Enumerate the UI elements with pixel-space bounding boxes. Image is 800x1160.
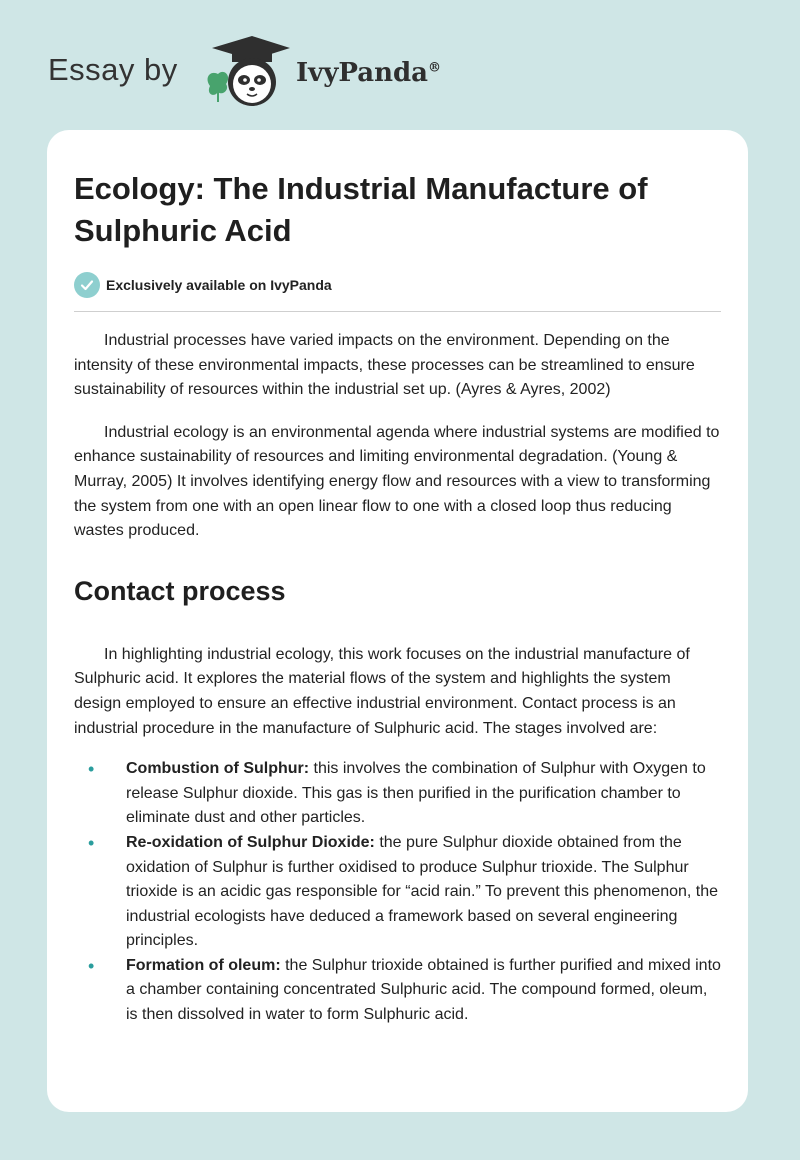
section-paragraph: In highlighting industrial ecology, this work focuses on the industrial manufacture of Sulphuric acid. It explores the material flows of the system and highlights the system design employed to ensure an effective industrial environment. Contact process is an industrial procedure in the manufacture of Sulphuric acid. The stages involved are: (74, 645, 690, 737)
intro-paragraph: Industrial processes have varied impacts on the environment. Depending on the intensity of these environmental impacts, these processes can be streamlined to ensure sustainability of resources within the industrial set up. (Ayres & Ayres, 2002) (74, 332, 695, 399)
section-heading: Contact process (74, 575, 286, 606)
stages-list (74, 757, 721, 1028)
article-title: Ecology: The Industrial Manufacture of Sulphuric Acid (74, 171, 648, 248)
bullet-icon: • (88, 759, 95, 780)
intro-paragraph: Industrial ecology is an environmental agenda where industrial systems are modified to enhance sustainability of resources and limiting environmental degradation. (Young & Murray, 2005) It involves identifying energy flow and resources with a view to transforming the system from one with an open linear flow to one with a closed loop thus reducing wastes produced. (74, 423, 720, 540)
list-item (74, 954, 721, 1028)
site-header (48, 34, 508, 114)
brand-name[interactable] (296, 58, 441, 88)
badge-label: Exclusively available on IvyPanda (106, 277, 332, 293)
list-item-term: Combustion of Sulphur: (126, 760, 310, 778)
list-item-text: the pure Sulphur dioxide obtained from the oxidation of Sulphur is further oxidised to produce Sulphur trioxide. The Sulphur trioxide is an acidic gas responsible for “acid rain.” To prevent this phenomenon, the industrial ecologists have deduced a framework based on several engineering principles. (126, 833, 719, 950)
exclusive-badge (74, 271, 721, 299)
list-item-term: Formation of oleum: (126, 956, 281, 974)
list-item (74, 757, 721, 831)
essay-by-label: Essay by (48, 52, 178, 87)
registered-mark: ® (428, 60, 442, 76)
article-card (47, 130, 748, 1112)
divider (74, 311, 721, 312)
list-item-term: Re-oxidation of Sulphur Dioxide: (126, 833, 375, 851)
check-circle-icon (74, 272, 100, 298)
panda-graduate-icon[interactable] (202, 34, 290, 114)
list-item-text: this involves the combination of Sulphur with Oxygen to release Sulphur dioxide. This gas is then purified in the purification chamber to eliminate dust and other particles. (126, 760, 706, 827)
bullet-icon: • (88, 955, 95, 976)
list-item (74, 831, 721, 954)
list-item-text: the Sulphur trioxide obtained is further purified and mixed into a chamber containing concentrated Sulphuric acid. The compound formed, oleum, is then dissolved in water to form Sulphuric acid. (126, 956, 721, 1024)
brand-text: IvyPanda (296, 58, 429, 88)
bullet-icon: • (88, 832, 95, 853)
